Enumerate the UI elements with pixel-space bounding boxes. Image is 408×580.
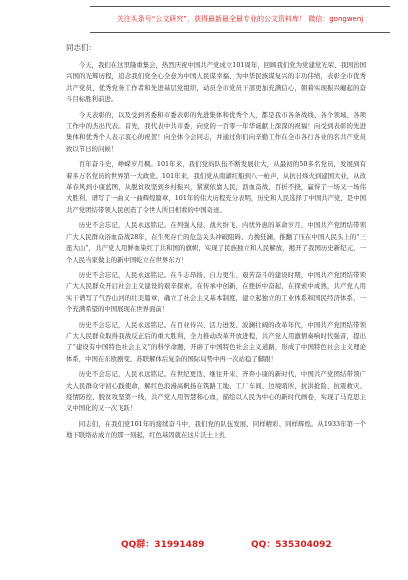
banner-bottom-rule [90,32,390,33]
paragraph-opening: 今天，我们在这里隆重集会，热烈庆祝中国共产党成立101周年，回顾我们党为党建党光荣、我国治国兴国的光辉历程，追念我们党全心全意为中国人民谋幸福、为中华民族谋复兴的丰功伟绩，表彰全市优秀共产党员、优秀党务工作者和先进基层党组织，动员全市党员干部更加充满信心，朝着实现振兴崛起的奋斗目标胜利前进。 [66,61,366,104]
banner-text: 关注头条号“公文研究”，获得最新最全最专业的公文资料库！ 微信：gongwenj [116,15,364,23]
paragraph-commendation: 今天表彰的，以及受到省委和市委表彰的先进集体和优秀个人，都是我市各条战线、各个领域、各项工作中的杰出代表。首先，我代表中共市委，向党的一百零一年华诞献上深深的祝福！向受到表彰的先进集体和优秀个人表示衷心的祝贺！向全体今会同志，并通过你们向辛勤工作在全市各行各业的名共产党员致以节日的问候！ [66,110,366,153]
qq-group-number: QQ群：31991489 [121,540,205,550]
qq-number: QQ：535304092 [251,540,332,550]
paragraph-new-era: 历史不会忘记，人民永远铭记。在世纪更迭、继往开来、齐奔小康的新时代，中国共产党团结带领广大人民群众守初心践使命，解红色浪漫高帆扬在筑路工地、工厂车间、边境哨所，抗洪抢险、抗震救灾、疫情防控、脱贫攻坚第一线，共产党人用智慧和心血，描绘以人民为中心的新时代画卷，实现了马克思主义中国化的又一次飞跃！ [66,370,366,413]
salutation: 同志们： [66,43,96,52]
document-body [66,36,366,446]
paragraph-revolution-era: 历史不会忘记，人民永远铭记。在列强入侵、战火纷飞、内忧外患的革命岁月，中国共产党团结带领广大人民群众浴血奋战28年，在生死存亡的危急关头冲破阻碍、力挽狂澜，推翻了压在中国人民头上的“三座大山”，共产党人用鲜血染红了共和国的旗帜，实现了民族独立和人民解放，揭开了我国历史新纪元，一个人民当家做主的新中国屹立在世界东方！ [66,221,366,264]
promo-banner [0,6,408,34]
paragraph-century-history: 百年奋斗史，峥嵘岁月稠。101年来，我们党的队伍不断发展壮大，从最初的50多名党员，发展到有着多万名党员的世界第一大政党。101年来，我们党从南湖红船到八一枪声，从抗日烽火到建国大业，从改革春风到小康蓝图，从脱贫攻坚到乡村振兴，紧紧依靠人民，沥血奋战，百折不挠，赢得了一场又一场伟大胜利，谱写了一曲又一曲辉煌篇章，101年的伟大历程充分表明，历史和人民选择了中国共产党，是中国共产党团结带领人民创造了令世人所目相看的中国奇迹。 [66,160,366,214]
banner-top-rule [90,6,390,7]
paragraph-closing: 同志们，在我们党101年的接续奋斗中，我们党的队伍发展、同样精彩、同样辉煌。从1933年第一个地下联络站成立的那一刻起，红色基因就在这片沃土上扎 [66,419,366,440]
paragraph-reform-era: 历史不会忘记，人民永远铭记。在百业待兴、活力迸发、波澜壮阔的改革年代，中国共产党团结带领广大人民群众取得我战反正后的重大胜利，全力推动改革开放进程，共产党人用激情奏响时代强音，提出了“建设有中国特色社会主义”的科学命题，开辟了中国特色社会主义道路，形成了中国特色社会主义理论体系，中国在东欧剧变、苏联解体后复杂的国际局势中再一次站稳了脚跟！ [66,320,366,363]
paragraph-construction-era: 历史不会忘记，人民永远铭记。在斗志昂扬、自力更生、艰苦奋斗的建设时期，中国共产党团结带领广大人民群众开启社会主义建设的艰辛探索，在传承中创新，在挫折中奋起，在探索中成熟，共产党人用实干谱写了气吞山河的壮美篇章，确立了社会主义基本制度，建立起独立的工业体系和国民经济体系，一个充满希望的中国展现在世界面前！ [66,270,366,314]
contact-footer [66,538,366,552]
